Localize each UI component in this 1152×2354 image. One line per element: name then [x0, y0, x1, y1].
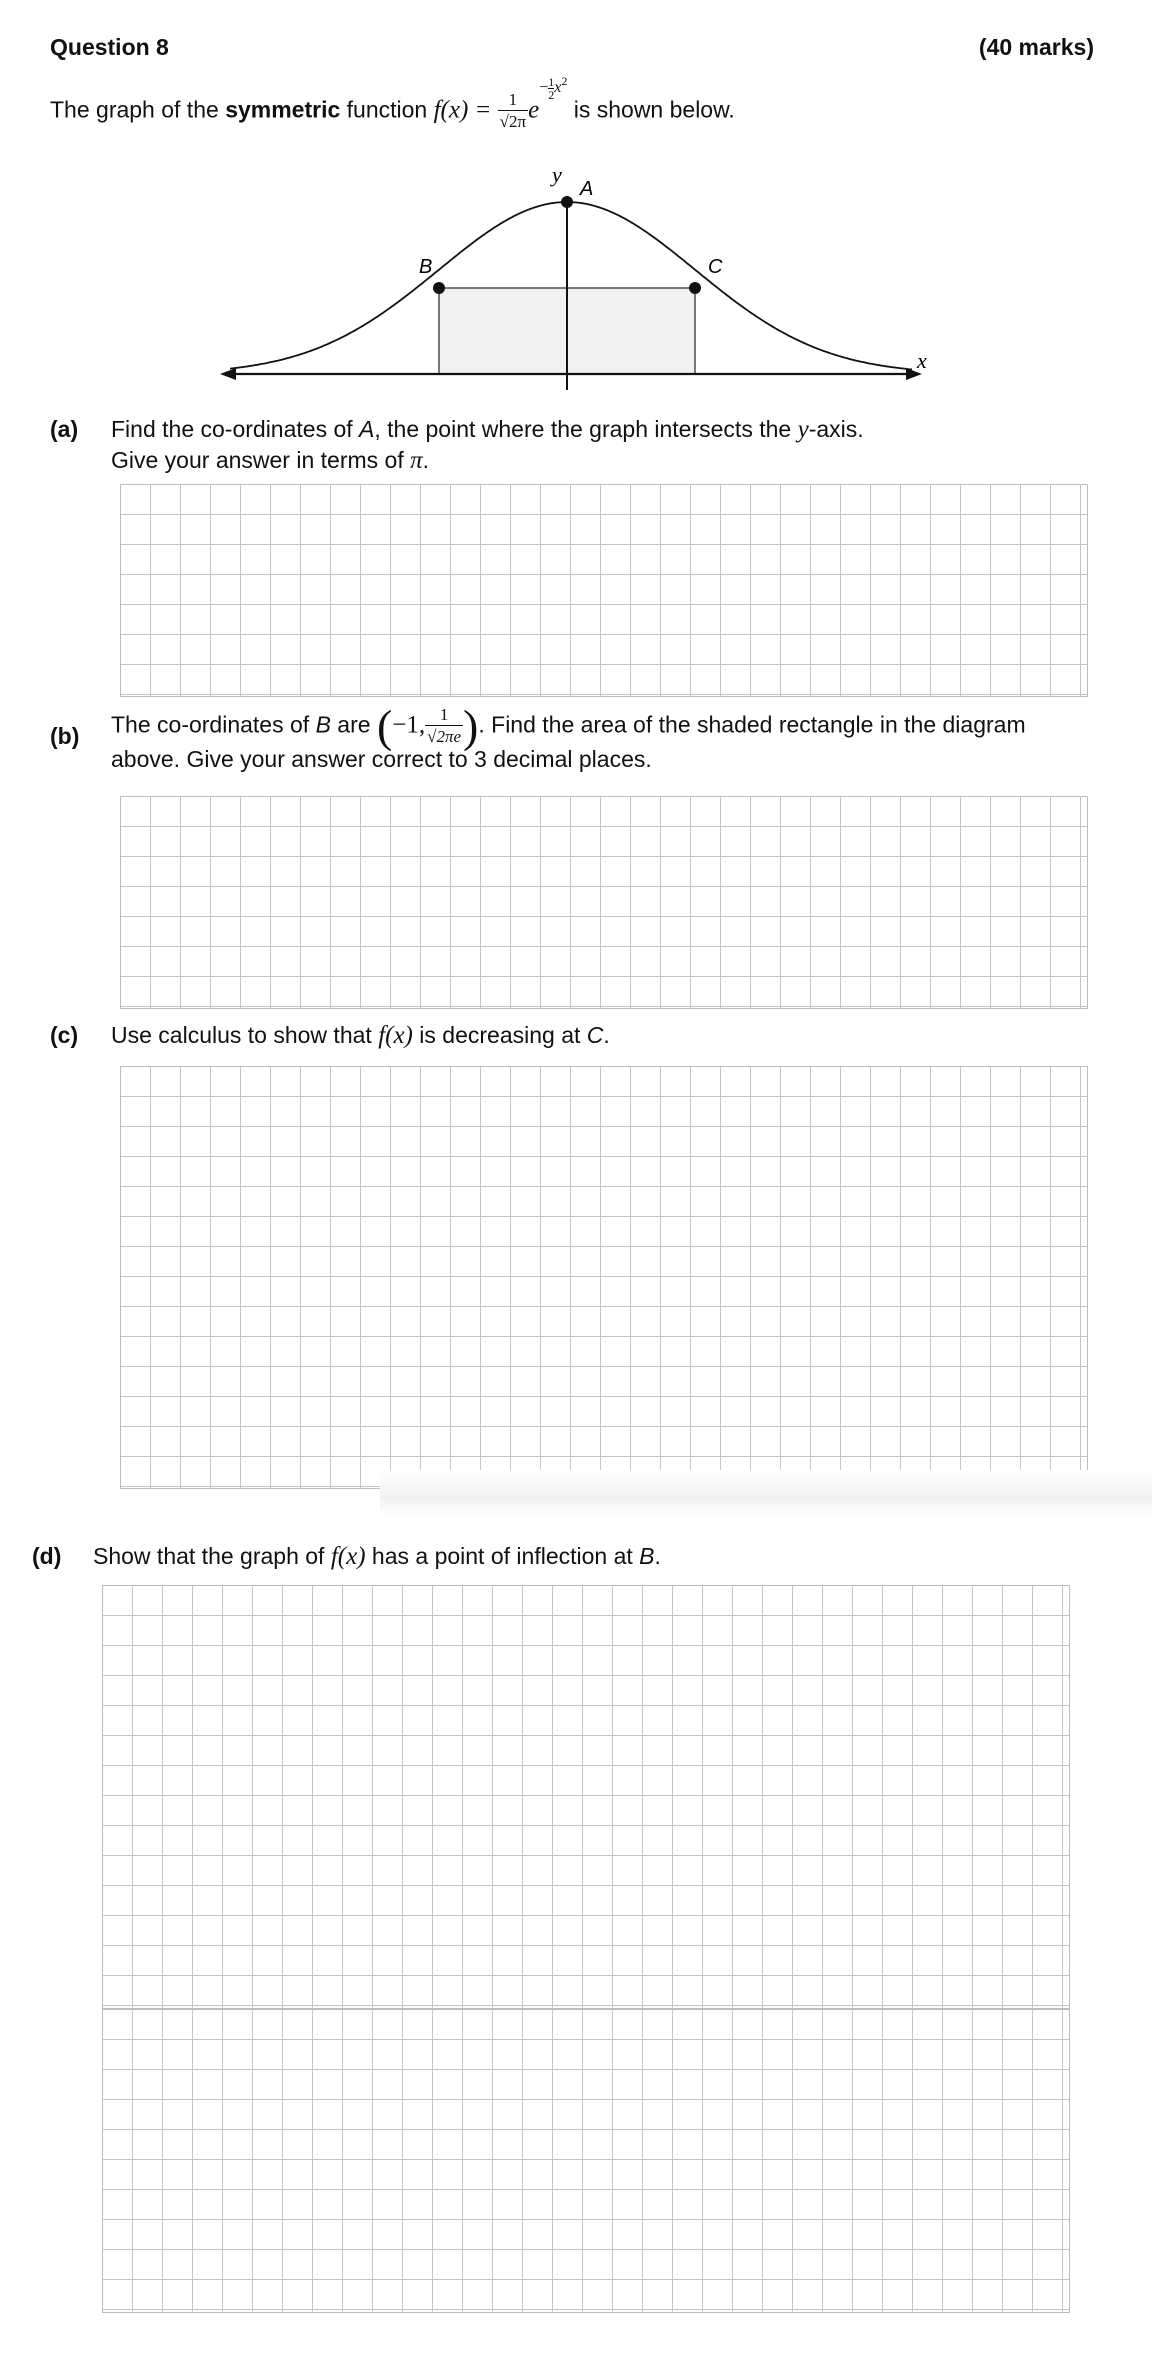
answer-grid-d-lower[interactable] — [102, 2009, 1070, 2313]
part-d-func: f(x) — [330, 1543, 366, 1570]
intro-prefix: The graph of the — [50, 96, 226, 123]
part-b-mid: are — [330, 711, 377, 738]
exponent-fraction-num: 1 — [548, 75, 555, 89]
fraction-denominator: √2π — [499, 112, 527, 131]
part-a-mid: , the point where the graph intersects the — [374, 416, 798, 442]
answer-grid-a[interactable] — [120, 484, 1088, 697]
point-b-label: B — [419, 256, 433, 278]
intro-bold-word: symmetric — [225, 96, 341, 123]
part-c-text — [111, 1020, 610, 1051]
fraction-numerator: 1 — [498, 90, 528, 111]
point-c — [689, 282, 701, 294]
left-paren: ( — [376, 700, 393, 752]
x-axis-label: x — [917, 348, 927, 373]
point-b — [433, 282, 445, 294]
part-d-text — [93, 1541, 661, 1572]
point-c-label: C — [708, 256, 723, 278]
part-b-fraction — [425, 705, 463, 748]
exponent-sign: − — [539, 79, 549, 97]
marks-total: (40 marks) — [978, 34, 1094, 60]
point-a — [561, 196, 573, 208]
part-a-text — [111, 414, 864, 476]
answer-grid-c[interactable] — [120, 1066, 1088, 1489]
part-d-label: (d) — [32, 1543, 62, 1569]
exponent — [539, 76, 567, 101]
part-b-frac-num: 1 — [425, 705, 463, 726]
normal-curve-graph — [200, 160, 960, 390]
answer-grid-d-upper[interactable] — [102, 1585, 1070, 2009]
intro-suffix: is shown below. — [567, 96, 735, 123]
function-lhs: f(x) = — [433, 96, 498, 124]
page-break-shadow — [380, 1470, 1152, 1516]
part-b-line2: above. Give your answer correct to 3 decimal places. — [111, 746, 652, 772]
exponent-power: 2 — [561, 74, 568, 89]
part-a-line2-pre: Give your answer in terms of — [111, 447, 411, 473]
intro-text — [50, 74, 735, 133]
part-c-pre: Use calculus to show that — [111, 1022, 379, 1048]
part-c-mid: is decreasing at — [412, 1022, 587, 1048]
part-d-point: B — [639, 1543, 655, 1569]
y-axis-label: y — [552, 162, 562, 187]
exponential-base: e — [528, 96, 540, 124]
exponent-variable: x — [554, 79, 562, 97]
part-a-label: (a) — [50, 416, 79, 442]
part-b-coord-x: −1, — [392, 711, 426, 739]
part-b-text — [111, 700, 1026, 775]
part-a-pre: Find the co-ordinates of — [111, 416, 360, 442]
part-b-point: B — [315, 711, 331, 738]
question-title: Question 8 — [50, 34, 169, 60]
part-a-line2-post: . — [422, 447, 430, 473]
right-paren: ) — [463, 700, 479, 752]
x-axis-left-arrow — [220, 368, 236, 380]
part-a-line2-var: π — [410, 447, 423, 474]
part-d-pre: Show that the graph of — [93, 1543, 331, 1569]
exponent-fraction-den: 2 — [548, 88, 555, 102]
part-c-point: C — [586, 1022, 604, 1048]
part-d-mid: has a point of inflection at — [365, 1543, 640, 1569]
part-a-post: -axis. — [808, 416, 864, 442]
part-c-post: . — [603, 1022, 610, 1048]
part-b-frac-den: √2πe — [427, 727, 462, 746]
part-c-func: f(x) — [378, 1022, 413, 1049]
part-b-label: (b) — [50, 723, 80, 749]
part-b-post: . Find the area of the shaded rectangle in the diagram — [478, 711, 1026, 738]
part-a-var: y — [797, 416, 809, 443]
intro-middle: function — [340, 96, 434, 123]
part-c-label: (c) — [50, 1022, 79, 1048]
part-d-post: . — [654, 1543, 661, 1569]
part-b-pre: The co-ordinates of — [111, 711, 316, 738]
point-a-label: A — [580, 178, 594, 200]
answer-grid-b[interactable] — [120, 796, 1088, 1009]
function-fraction — [498, 90, 528, 133]
part-a-point: A — [359, 416, 375, 442]
